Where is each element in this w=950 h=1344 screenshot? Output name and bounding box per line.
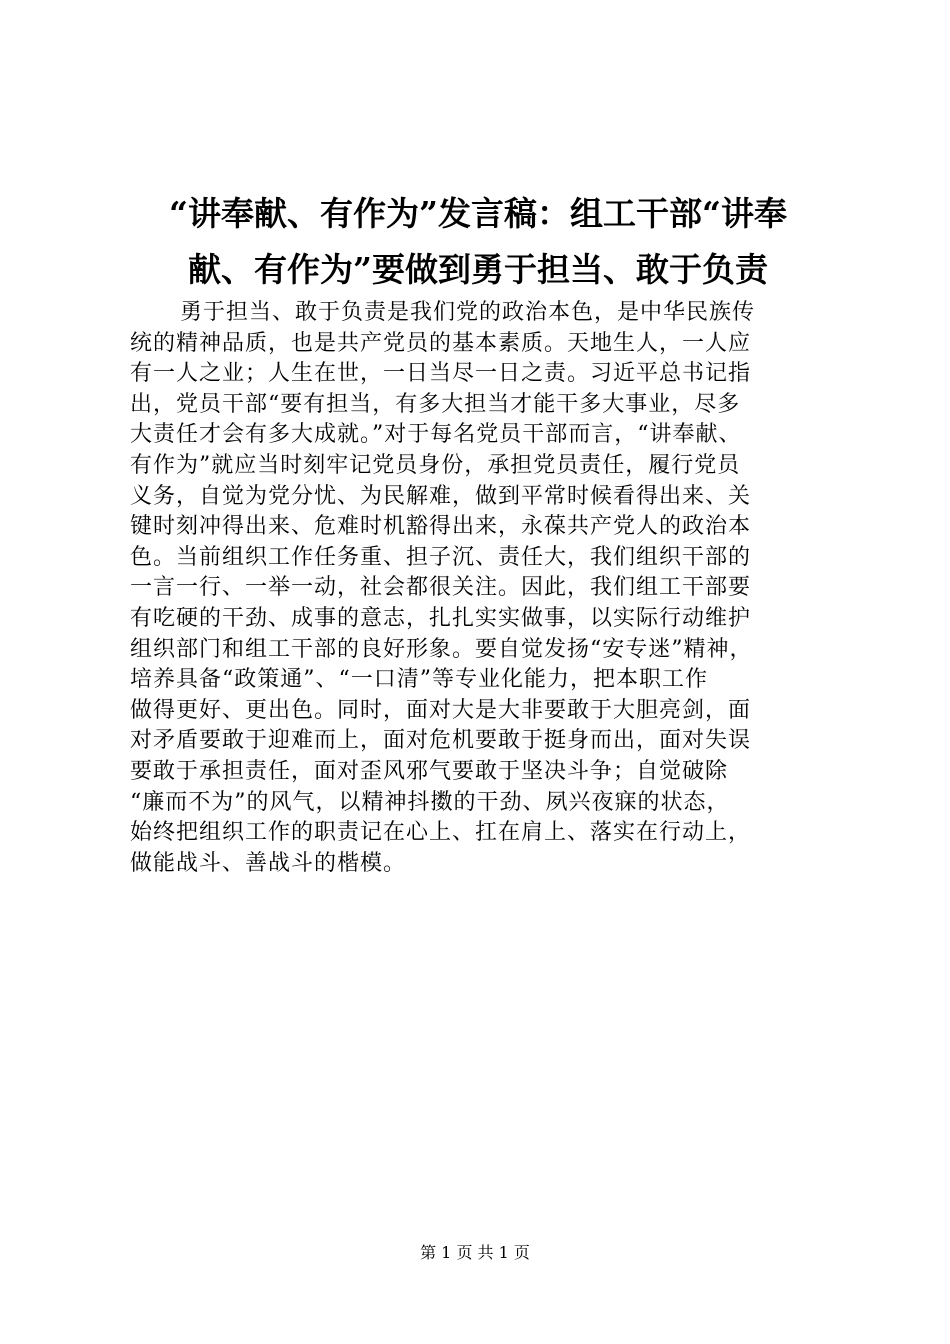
body-line: 做能战斗、善战斗的楷模。	[130, 850, 407, 876]
body-paragraph	[130, 298, 845, 879]
body-line: 要敢于承担责任，面对歪风邪气要敢于坚决斗争；自觉破除	[130, 758, 729, 784]
body-line: 组织部门和组工干部的良好形象。要自觉发扬“安专迷”精神，	[130, 636, 753, 662]
body-line: 有吃硬的干劲、成事的意志，扎扎实实做事，以实际行动维护	[130, 605, 752, 631]
body-line: 始终把组织工作的职责记在心上、扛在肩上、落实在行动上，	[130, 820, 752, 846]
body-line: 有作为”就应当时刻牢记党员身份，承担党员责任，履行党员	[130, 452, 741, 478]
body-line: 有一人之业；人生在世，一日当尽一日之责。习近平总书记指	[130, 361, 752, 387]
body-line: 勇于担当、敢于负责是我们党的政治本色，是中华民族传	[180, 300, 756, 325]
body-line: 色。当前组织工作任务重、担子沉、责任大，我们组织干部的	[130, 544, 752, 570]
body-line: 大责任才会有多大成就。”对于每名党员干部而言，“讲奉献、	[130, 422, 742, 448]
title-line: “讲奉献、有作为”发言稿：组工干部“讲奉	[169, 194, 787, 233]
body-line: 对矛盾要敢于迎难而上，面对危机要敢于挺身而出，面对失误	[130, 728, 752, 754]
body-line: 一言一行、一举一动，社会都很关注。因此，我们组工干部要	[130, 575, 752, 601]
body-line: “廉而不为”的风气，以精神抖擞的干劲、夙兴夜寐的状态，	[130, 789, 730, 815]
body-line: 做得更好、更出色。同时，面对大是大非要敢于大胆亮剑，面	[130, 697, 752, 723]
body-line: 出，党员干部“要有担当，有多大担当才能干多大事业，尽多	[130, 391, 741, 417]
body-line: 培养具备“政策通”、“一口清”等专业化能力，把本职工作	[130, 667, 708, 693]
body-line: 义务，自觉为党分忧、为民解难，做到平常时候看得出来、关	[130, 483, 752, 509]
title-line: 献、有作为”要做到勇于担当、敢于负责	[188, 250, 768, 289]
body-line: 统的精神品质，也是共产党员的基本素质。天地生人，一人应	[130, 330, 752, 356]
document-title	[120, 186, 836, 298]
body-line: 键时刻冲得出来、危难时机豁得出来，永葆共产党人的政治本	[130, 514, 752, 540]
page-footer: 第 1 页 共 1 页	[420, 1243, 530, 1262]
